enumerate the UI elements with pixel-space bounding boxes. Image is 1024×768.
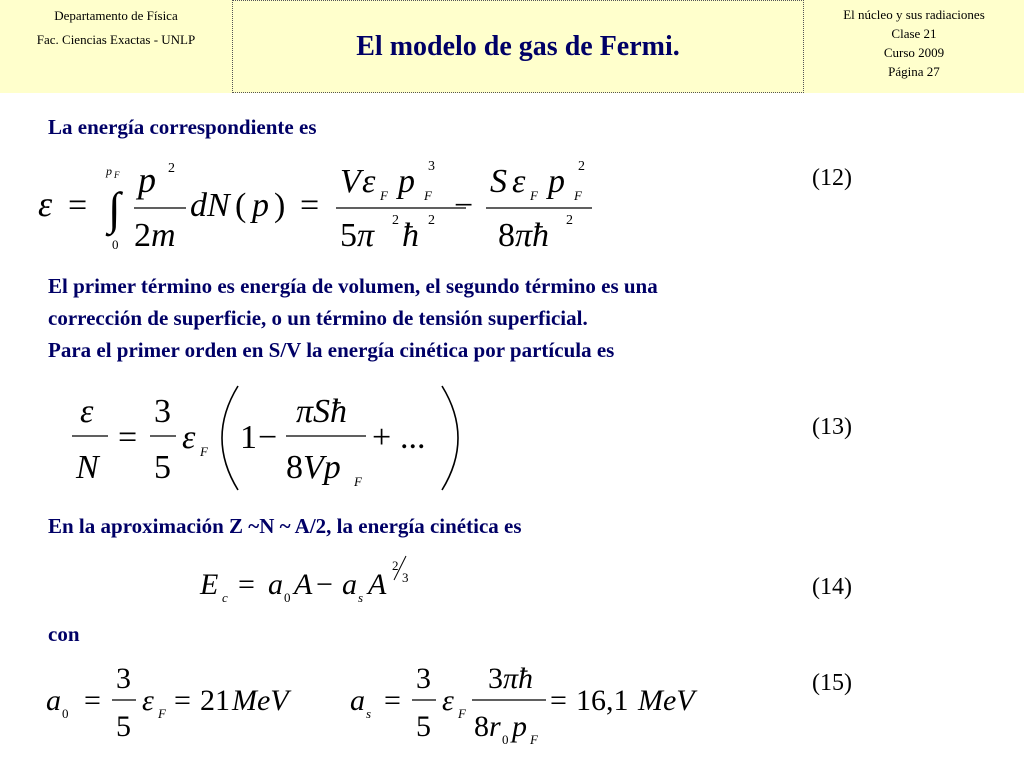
svg-text:F: F bbox=[458, 706, 466, 721]
paragraph-con: con bbox=[48, 622, 80, 646]
equation-12 bbox=[30, 150, 630, 260]
svg-text:(: ( bbox=[235, 187, 247, 224]
svg-text:s: s bbox=[366, 706, 372, 721]
svg-text:5: 5 bbox=[116, 710, 131, 743]
paragraph-energy-intro: La energía correspondiente es bbox=[48, 115, 317, 139]
svg-text:ε: ε bbox=[442, 684, 454, 717]
svg-text:=: = bbox=[174, 684, 191, 717]
svg-text:=: = bbox=[118, 419, 138, 456]
svg-text:a: a bbox=[342, 568, 357, 601]
page-title: El modelo de gas de Fermi. bbox=[356, 31, 680, 62]
svg-text:2: 2 bbox=[566, 213, 573, 228]
svg-text:2: 2 bbox=[428, 213, 435, 228]
svg-text:0: 0 bbox=[112, 237, 119, 252]
svg-text:3: 3 bbox=[402, 570, 409, 585]
svg-text:2: 2 bbox=[392, 558, 399, 573]
svg-text:−: − bbox=[258, 419, 278, 456]
svg-text:2: 2 bbox=[578, 159, 585, 174]
svg-text:...: ... bbox=[400, 419, 426, 456]
svg-text:8r: 8r bbox=[474, 710, 501, 743]
year-label: Curso 2009 bbox=[883, 45, 945, 60]
svg-text:F: F bbox=[574, 188, 582, 203]
class-label: Clase 21 bbox=[891, 26, 937, 41]
svg-text:A: A bbox=[368, 568, 387, 601]
svg-text:ħ: ħ bbox=[402, 217, 419, 254]
svg-text:c: c bbox=[222, 590, 228, 605]
svg-text:5: 5 bbox=[416, 710, 431, 743]
svg-text:dN: dN bbox=[190, 187, 230, 224]
svg-text:p: p bbox=[138, 160, 156, 200]
paragraph-approximation: En la aproximación Z ~N ~ A/2, la energía cinética es bbox=[48, 514, 522, 538]
svg-text:21: 21 bbox=[200, 684, 230, 717]
svg-text:p: p bbox=[252, 187, 269, 224]
svg-text:A: A bbox=[294, 568, 313, 601]
svg-text:F: F bbox=[200, 444, 208, 459]
equation-14 bbox=[196, 548, 456, 612]
svg-text:3: 3 bbox=[116, 662, 131, 695]
svg-text:p: p bbox=[548, 163, 565, 200]
svg-text:=: = bbox=[68, 187, 88, 224]
svg-text:MeV: MeV bbox=[638, 684, 695, 717]
svg-text:3πħ: 3πħ bbox=[488, 662, 534, 695]
course-name: El núcleo y sus radiaciones bbox=[843, 7, 985, 22]
paragraph-terms-line1: El primer término es energía de volumen, el segundo término es una bbox=[48, 274, 658, 298]
svg-text:s: s bbox=[358, 590, 364, 605]
svg-text:a: a bbox=[350, 684, 365, 717]
department-label: Departamento de Física bbox=[54, 8, 178, 23]
svg-text:N: N bbox=[76, 449, 99, 486]
svg-text:ε: ε bbox=[182, 419, 196, 456]
svg-text:1: 1 bbox=[240, 419, 257, 456]
svg-text:p: p bbox=[512, 710, 527, 743]
equation-15 bbox=[40, 652, 720, 762]
svg-text:a: a bbox=[46, 684, 61, 717]
svg-text:F: F bbox=[424, 188, 432, 203]
svg-text:MeV: MeV bbox=[232, 684, 289, 717]
svg-text:E: E bbox=[200, 568, 219, 601]
svg-text:ε: ε bbox=[38, 184, 53, 224]
svg-text:a: a bbox=[268, 568, 283, 601]
svg-text:πSħ: πSħ bbox=[296, 393, 348, 430]
svg-text:): ) bbox=[274, 187, 286, 224]
svg-text:8Vp: 8Vp bbox=[286, 449, 341, 486]
svg-text:0: 0 bbox=[284, 590, 291, 605]
svg-text:−: − bbox=[454, 187, 474, 224]
svg-text:F: F bbox=[114, 170, 120, 180]
svg-text:5π: 5π bbox=[340, 217, 375, 254]
svg-text:F: F bbox=[158, 706, 166, 721]
svg-text:2: 2 bbox=[392, 213, 399, 228]
svg-text:ε: ε bbox=[80, 393, 94, 430]
svg-text:3: 3 bbox=[428, 159, 435, 174]
svg-text:0: 0 bbox=[502, 732, 509, 747]
svg-text:=: = bbox=[550, 684, 567, 717]
equation-number-15: (15) bbox=[812, 670, 852, 696]
svg-text:=: = bbox=[384, 684, 401, 717]
paragraph-terms-line2: corrección de superficie, o un término de tensión superficial. bbox=[48, 306, 588, 330]
svg-text:5: 5 bbox=[154, 449, 171, 486]
svg-text:16,1: 16,1 bbox=[576, 684, 629, 717]
svg-text:2m: 2m bbox=[134, 217, 176, 254]
svg-text:V: V bbox=[340, 163, 361, 200]
svg-text:F: F bbox=[530, 188, 538, 203]
paragraph-terms-line3: Para el primer orden en S/V la energía cinética por partícula es bbox=[48, 338, 615, 362]
svg-text:S: S bbox=[490, 163, 507, 200]
svg-text:2: 2 bbox=[168, 161, 175, 176]
svg-text:F: F bbox=[530, 732, 538, 747]
svg-text:∫: ∫ bbox=[108, 183, 121, 234]
svg-text:p: p bbox=[106, 164, 112, 178]
paragraph-terms bbox=[48, 270, 658, 366]
svg-text:F: F bbox=[380, 188, 388, 203]
svg-text:8πħ: 8πħ bbox=[498, 217, 550, 254]
equation-number-14: (14) bbox=[812, 574, 852, 600]
svg-text:−: − bbox=[316, 568, 333, 601]
header-right-box bbox=[804, 0, 1024, 93]
svg-text:=: = bbox=[84, 684, 101, 717]
svg-text:p: p bbox=[398, 163, 415, 200]
equation-number-12: (12) bbox=[812, 165, 852, 191]
svg-text:ε: ε bbox=[142, 684, 154, 717]
svg-text:ε: ε bbox=[512, 163, 526, 200]
svg-text:0: 0 bbox=[62, 706, 69, 721]
page-number: Página 27 bbox=[888, 64, 940, 79]
svg-text:3: 3 bbox=[154, 393, 171, 430]
equation-13 bbox=[60, 378, 480, 498]
faculty-label: Fac. Ciencias Exactas - UNLP bbox=[36, 32, 196, 47]
svg-text:+: + bbox=[372, 419, 392, 456]
svg-text:3: 3 bbox=[416, 662, 431, 695]
header-title-box bbox=[232, 0, 804, 93]
svg-text:=: = bbox=[238, 568, 255, 601]
equation-number-13: (13) bbox=[812, 414, 852, 440]
header-left-box bbox=[0, 0, 232, 93]
svg-text:F: F bbox=[354, 474, 362, 489]
svg-text:ε: ε bbox=[362, 163, 376, 200]
svg-text:=: = bbox=[300, 187, 320, 224]
